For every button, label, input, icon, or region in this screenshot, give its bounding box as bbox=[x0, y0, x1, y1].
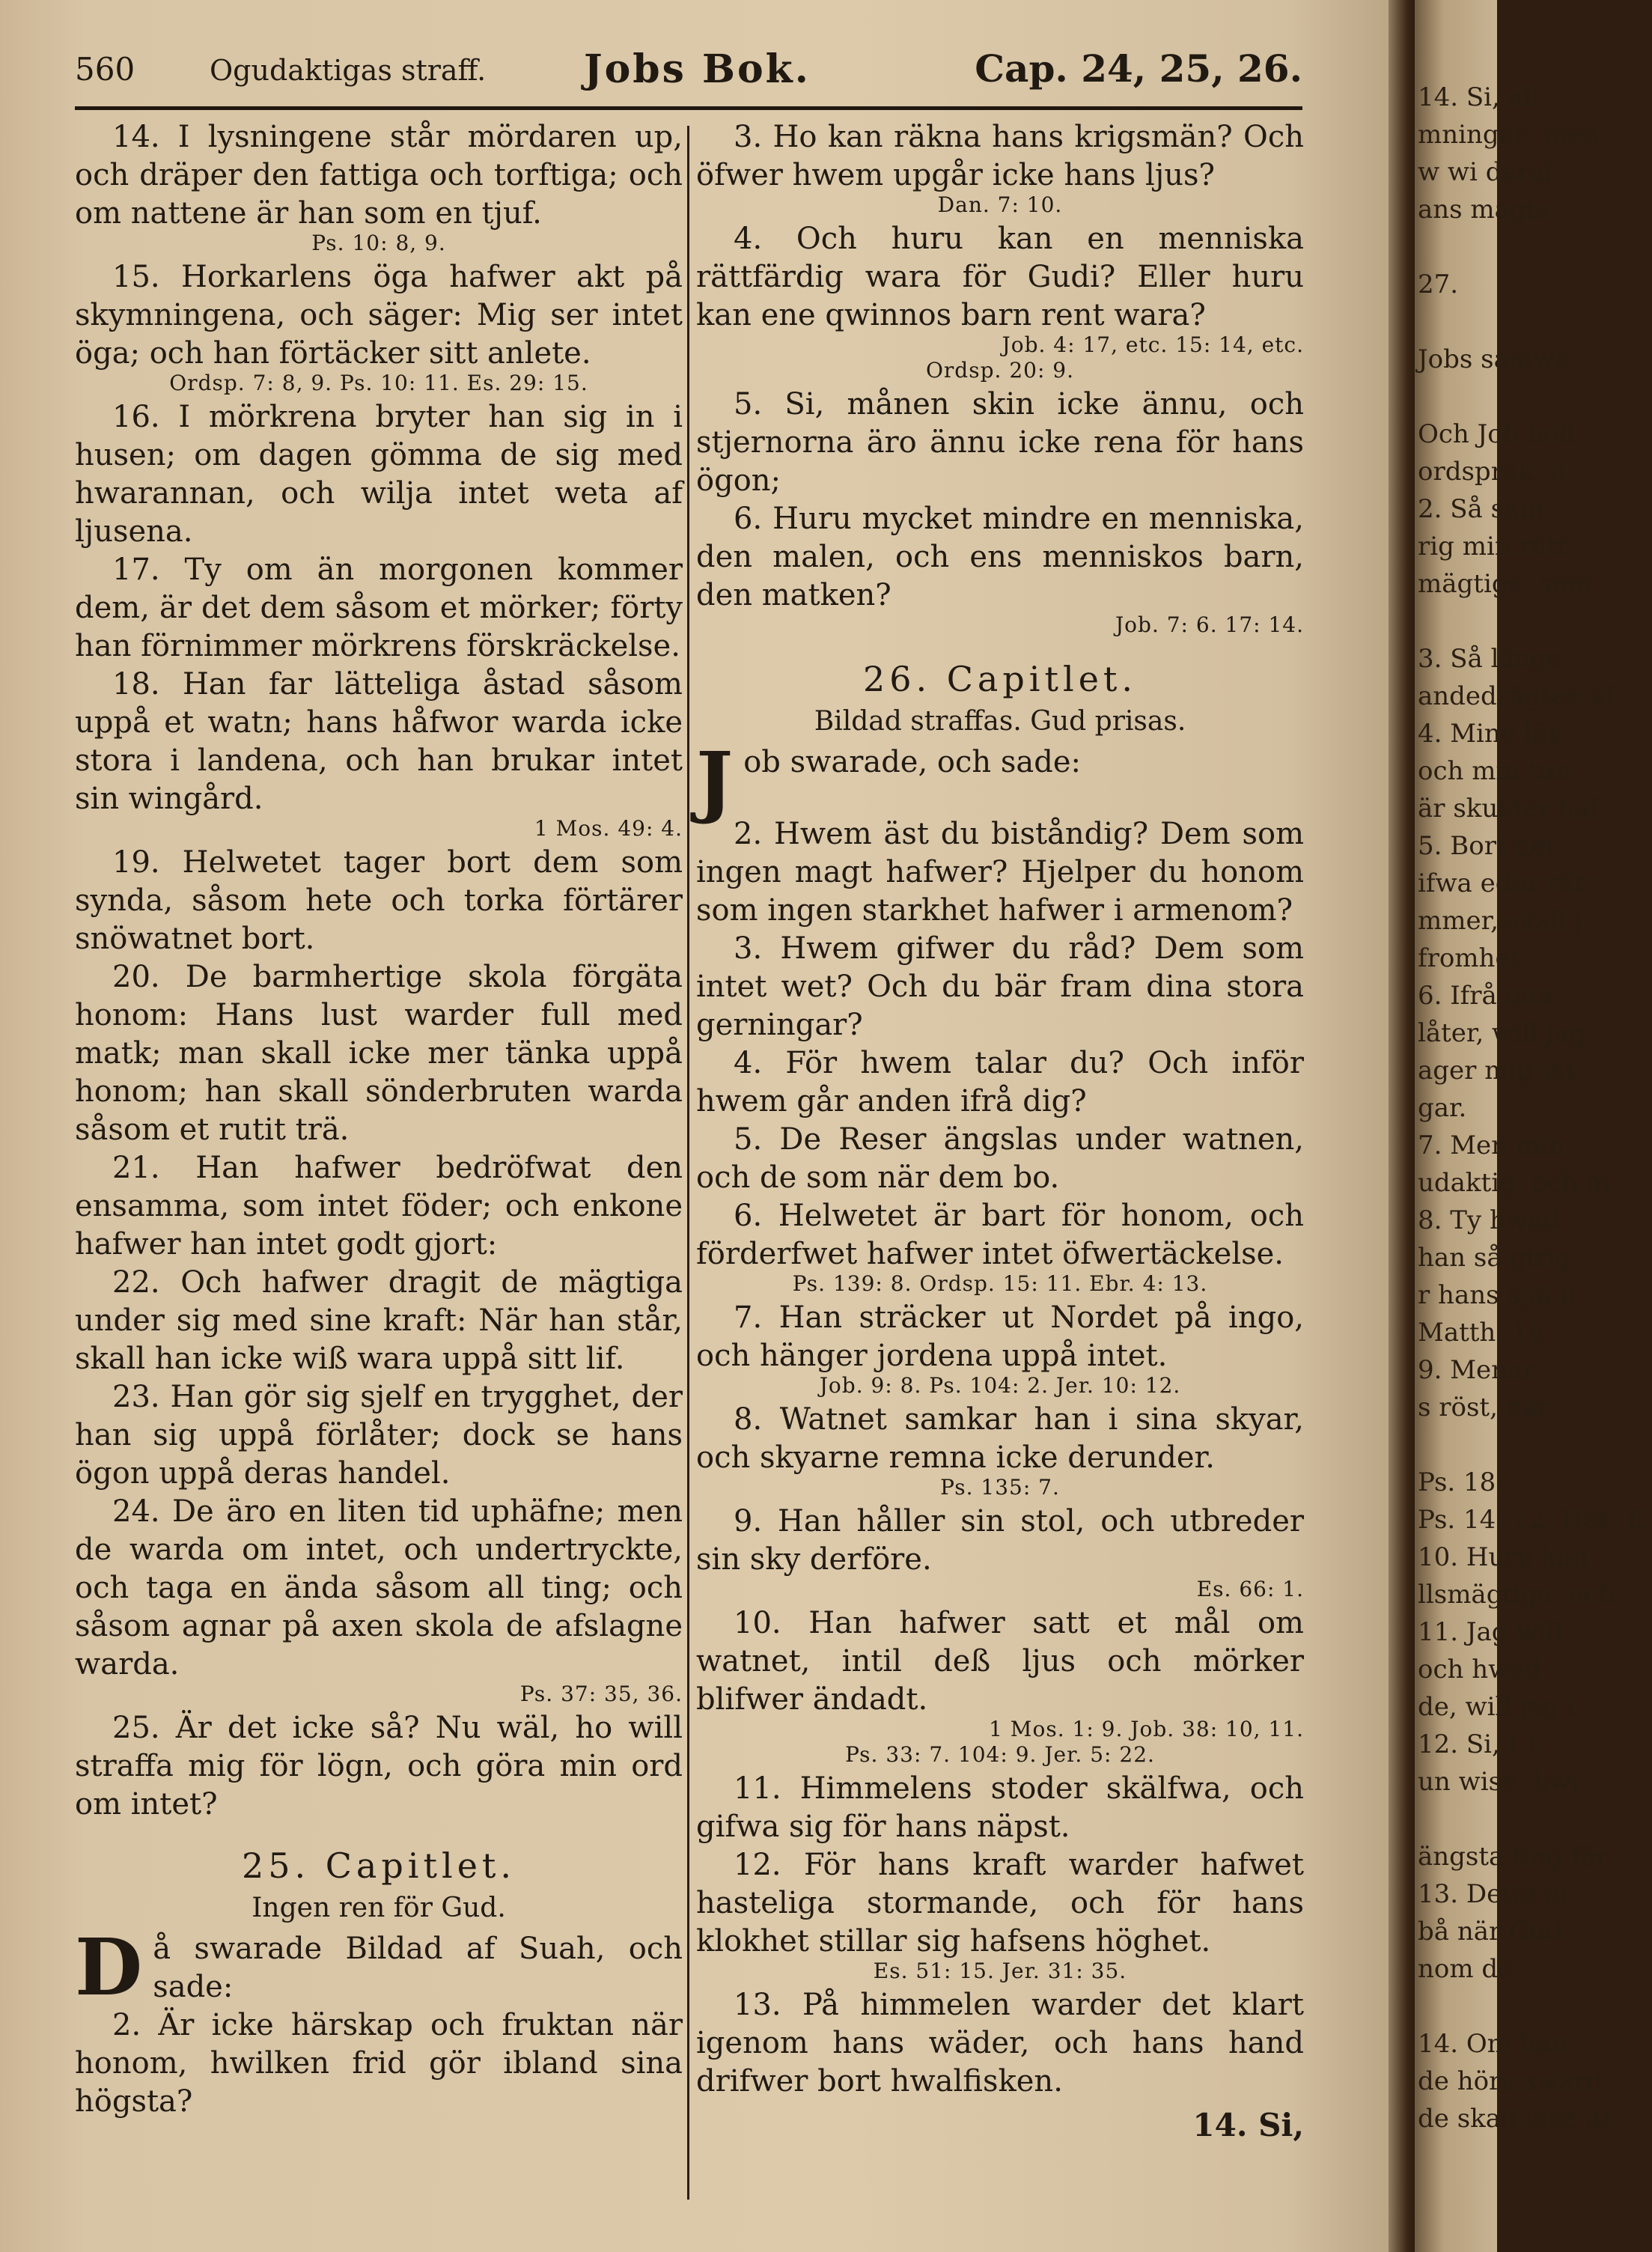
cross-reference: Job. 4: 17, etc. 15: 14, etc. bbox=[1002, 332, 1304, 357]
facing-page-line: 7. Men min bbox=[1418, 1130, 1564, 1160]
facing-page-line: udaktig, och m bbox=[1418, 1168, 1610, 1198]
facing-page-line: Ps. 18: bbox=[1418, 1467, 1505, 1497]
facing-page-line: Matth. 16 bbox=[1418, 1318, 1545, 1348]
facing-page-line: llsmägtiga, och bbox=[1418, 1580, 1615, 1610]
verse-25-1-text: å swarade Bildad af Suah, och sade: bbox=[153, 1932, 683, 2004]
verse-26-11: 11. Himmelens stoder skälfwa, och gifwa sig för hans näpst. bbox=[696, 1771, 1304, 1844]
drop-cap: J bbox=[696, 734, 734, 827]
facing-page-line: och hwad bbox=[1418, 1655, 1542, 1685]
facing-page-line: 6. Ifrå min bbox=[1418, 981, 1554, 1011]
verse-26-3: 3. Hwem gifwer du råd? Dem som intet wet? Och du bär fram dina stora gerningar? bbox=[696, 931, 1304, 1042]
verse-26-10: 10. Han hafwer satt et mål om watnet, intil deß ljus och mörker blifwer ändadt. bbox=[696, 1606, 1304, 1717]
facing-page-line: rig min rätt bbox=[1418, 532, 1567, 562]
verse-26-8: 8. Watnet samkar han i sina skyar, och skyarne remna icke derunder. bbox=[696, 1402, 1304, 1475]
verse-26-1-text: ob swarade, och sade: bbox=[743, 745, 1081, 779]
verse-24-14: 14. I lysningene står mördaren up, och dräper den fattiga och torftiga; och om nattene är han som en tjuf. bbox=[75, 120, 683, 231]
facing-page-line: mmer, skall j bbox=[1418, 906, 1583, 936]
facing-page-line: 4. Mine läp bbox=[1418, 719, 1564, 749]
facing-page-line: de, will jag i bbox=[1418, 1692, 1576, 1722]
verse-26-7: 7. Han sträcker ut Nordet på ingo, och hänger jordena uppå intet. bbox=[696, 1300, 1304, 1373]
facing-page-line: 9. Menar bbox=[1418, 1355, 1535, 1385]
cross-reference: Ps. 135: 7. bbox=[940, 1475, 1060, 1500]
chapter-26-heading: 26. Capitlet. bbox=[862, 659, 1138, 699]
cross-reference: Ps. 33: 7. 104: 9. Jer. 5: 22. bbox=[845, 1742, 1155, 1767]
facing-page-line: gar. bbox=[1418, 1093, 1467, 1123]
verse-24-22: 22. Och hafwer dragit de mägtiga under sig med sine kraft: När han står, skall han icke wiß wara uppå sitt lif. bbox=[75, 1265, 683, 1376]
verse-26-9: 9. Han håller sin stol, och utbreder sin sky derföre. bbox=[696, 1504, 1304, 1577]
verse-25-2: 2. Är icke härskap och fruktan när honom, hwilken frid gör ibland sina högsta? bbox=[75, 2008, 683, 2119]
facing-page-line: 8. Ty hwad bbox=[1418, 1205, 1559, 1235]
verse-25-4: 4. Och huru kan en menniska rättfärdig wara för Gudi? Eller huru kan ene qwinnos barn rent wara? bbox=[696, 222, 1304, 332]
facing-page-line: och min tun bbox=[1418, 756, 1572, 786]
chapter-25-heading: 25. Capitlet. bbox=[241, 1845, 516, 1886]
facing-page-line: ängsta ting för bbox=[1418, 1842, 1609, 1872]
facing-page-line: Jobs samwe bbox=[1418, 344, 1570, 374]
header-rule bbox=[75, 106, 1302, 110]
verse-25-5: 5. Si, månen skin icke ännu, och stjernorna äro ännu icke rena för hans ögon; bbox=[696, 387, 1304, 498]
facing-page-line: 11. Jag will bbox=[1418, 1617, 1563, 1647]
cross-reference: Es. 66: 1. bbox=[1196, 1577, 1304, 1601]
chapter-26-summary: Bildad straffas. Gud prisas. bbox=[814, 706, 1186, 737]
facing-page-line: Ps. 14: 12. Hes. 8. bbox=[1418, 1505, 1652, 1535]
facing-page-line: mningar; men bbox=[1418, 120, 1599, 150]
cross-reference: Ps. 37: 35, 36. bbox=[519, 1682, 683, 1706]
facing-page-line: 13. Detta är bbox=[1418, 1879, 1573, 1909]
drop-cap: D bbox=[75, 1921, 143, 2013]
facing-page-line: 12. Si, I h bbox=[1418, 1729, 1543, 1759]
facing-page-line: 2. Så sant bbox=[1418, 494, 1546, 524]
verse-24-20: 20. De barmhertige skola förgäta honom: Hans lust warder full med matk; man skall icke mer tänka uppå honom; han skall sönderbruten warda såsom et rutit trä. bbox=[75, 960, 683, 1147]
verse-26-4: 4. För hwem talar du? Och inför hwem går anden ifrå dig? bbox=[696, 1046, 1304, 1119]
running-head bbox=[75, 43, 1302, 103]
chapter-range: Cap. 24, 25, 26. bbox=[975, 46, 1302, 91]
verse-24-23: 23. Han gör sig sjelf en trygghet, der han sig uppå förlåter; dock se hans ögon uppå deras handel. bbox=[75, 1380, 683, 1491]
verse-26-13: 13. På himmelen warder det klart igenom hans wäder, och hans hand drifwer bort hwalfisken. bbox=[696, 1988, 1304, 2099]
facing-page-line: s röst, när bbox=[1418, 1393, 1550, 1422]
facing-page-line: 3. Så länge bbox=[1418, 644, 1562, 674]
cross-reference: Ps. 139: 8. Ordsp. 15: 11. Ebr. 4: 13. bbox=[792, 1271, 1208, 1296]
facing-page-line: de höra swärd bbox=[1418, 2066, 1603, 2096]
cross-reference: Ordsp. 7: 8, 9. Ps. 10: 11. Es. 29: 15. bbox=[169, 371, 588, 395]
facing-page-line: 10. Huru kan bbox=[1418, 1542, 1589, 1572]
facing-page-line: de skall icke af bbox=[1418, 2104, 1611, 2134]
cross-reference: Ps. 10: 8, 9. bbox=[311, 231, 446, 255]
verse-25-3: 3. Ho kan räkna hans krigsmän? Och öfwer hwem upgår icke hans ljus? bbox=[696, 120, 1304, 192]
verse-24-19: 19. Helwetet tager bort dem som synda, såsom hete och torka förtärer snöwatnet bort. bbox=[75, 845, 683, 956]
verse-26-5: 5. De Reser ängslas under watnen, och de som när dem bo. bbox=[696, 1122, 1304, 1195]
facing-page-line: andedrägten af bbox=[1418, 681, 1615, 711]
facing-page-line: 27. bbox=[1418, 270, 1459, 299]
facing-page-line: ordsprak, o bbox=[1418, 457, 1565, 487]
facing-page-line: 14. Om han bbox=[1418, 2029, 1567, 2059]
facing-page-line: 5. Bort det bbox=[1418, 831, 1556, 861]
facing-page-line: Och Job höll bbox=[1418, 419, 1576, 449]
verse-24-21: 21. Han hafwer bedröfwat den ensamma, som intet föder; och enkone hafwer han intet godt gjort: bbox=[75, 1151, 683, 1262]
facing-page-line: nom de bbox=[1418, 1954, 1514, 1984]
right-column bbox=[696, 118, 1304, 2146]
verse-24-16: 16. I mörkrena bryter han sig in i husen; om dagen gömma de sig med hwarannan, och wilja intet weta af ljusena. bbox=[75, 400, 683, 549]
verse-26-12: 12. För hans kraft warder hafwet hasteliga stormande, och för hans klokhet stillar sig hafsens höghet. bbox=[696, 1848, 1304, 1959]
page-number: 560 bbox=[75, 51, 135, 88]
facing-page-line: ager mig int bbox=[1418, 1056, 1576, 1086]
facing-page-line: ifwa eder rätt bbox=[1418, 868, 1595, 898]
facing-page-line: w wi deraf bbox=[1418, 157, 1554, 187]
cross-reference: Ordsp. 20: 9. bbox=[925, 358, 1075, 383]
column-divider bbox=[687, 126, 689, 2200]
facing-page-line: fromhet: bbox=[1418, 943, 1529, 973]
verse-24-15: 15. Horkarlens öga hafwer akt på skymningena, och säger: Mig ser intet öga; och han förtäcker sitt anlete. bbox=[75, 260, 683, 371]
verse-25-1 bbox=[75, 1921, 683, 2013]
cross-reference: Job. 7: 6. 17: 14. bbox=[1115, 612, 1304, 637]
facing-page-line: 14. Si, all bbox=[1418, 82, 1540, 112]
facing-page-line: r hans själ b bbox=[1418, 1280, 1576, 1310]
chapter-25-summary: Ingen ren för Gud. bbox=[252, 1893, 506, 1923]
running-head-left: Ogudaktigas straff. bbox=[210, 54, 487, 87]
book-title: Jobs Bok. bbox=[584, 46, 811, 92]
facing-page-line: ans magts bbox=[1418, 195, 1549, 225]
left-column bbox=[75, 118, 683, 2121]
verse-25-6: 6. Huru mycket mindre en menniska, den malen, och ens menniskos barn, den matken? bbox=[696, 502, 1304, 612]
facing-page-line: låter, will jag bbox=[1418, 1018, 1586, 1048]
verse-24-18: 18. Han far lätteliga åstad såsom uppå et watn; hans håfwor warda icke stora i landena, och han brukar intet sin wingård. bbox=[75, 667, 683, 816]
facing-page-line: är skulder haf bbox=[1418, 794, 1599, 824]
facing-page-line: han så girig bbox=[1418, 1243, 1571, 1273]
catchword: 14. Si, bbox=[1192, 2107, 1304, 2143]
cross-reference: Es. 51: 15. Jer. 31: 35. bbox=[873, 1959, 1127, 1983]
facing-page-edge bbox=[1415, 0, 1652, 2252]
cross-reference: 1 Mos. 49: 4. bbox=[534, 816, 683, 841]
verse-24-25: 25. Är det icke så? Nu wäl, ho will straffa mig för lögn, och göra min ord om intet? bbox=[75, 1711, 683, 1822]
cross-reference: Dan. 7: 10. bbox=[937, 192, 1063, 217]
facing-page-line: mägtige, som bbox=[1418, 569, 1592, 599]
cross-reference: Job. 9: 8. Ps. 104: 2. Jer. 10: 12. bbox=[819, 1373, 1181, 1398]
facing-page-line: un wise; hwi bbox=[1418, 1767, 1580, 1797]
verse-24-24: 24. De äro en liten tid uphäfne; men de warda om intet, och undertryckte, och taga en ända såsom all ting; och såsom agnar på axen skola de afslagne warda. bbox=[75, 1494, 683, 1682]
verse-24-17: 17. Ty om än morgonen kommer dem, är det dem såsom et mörker; förty han förnimmer mörkrens förskräckelse. bbox=[75, 553, 683, 663]
verse-26-1 bbox=[696, 734, 1304, 827]
facing-page-line: bå när Gud bbox=[1418, 1917, 1562, 1947]
verse-26-2: 2. Hwem äst du biståndig? Dem som ingen magt hafwer? Hjelper du honom som ingen starkhet hafwer i armenom? bbox=[696, 817, 1304, 928]
verse-26-6: 6. Helwetet är bart för honom, och förderfwet hafwer intet öfwertäckelse. bbox=[696, 1199, 1304, 1271]
cross-reference: 1 Mos. 1: 9. Job. 38: 10, 11. bbox=[989, 1717, 1304, 1741]
